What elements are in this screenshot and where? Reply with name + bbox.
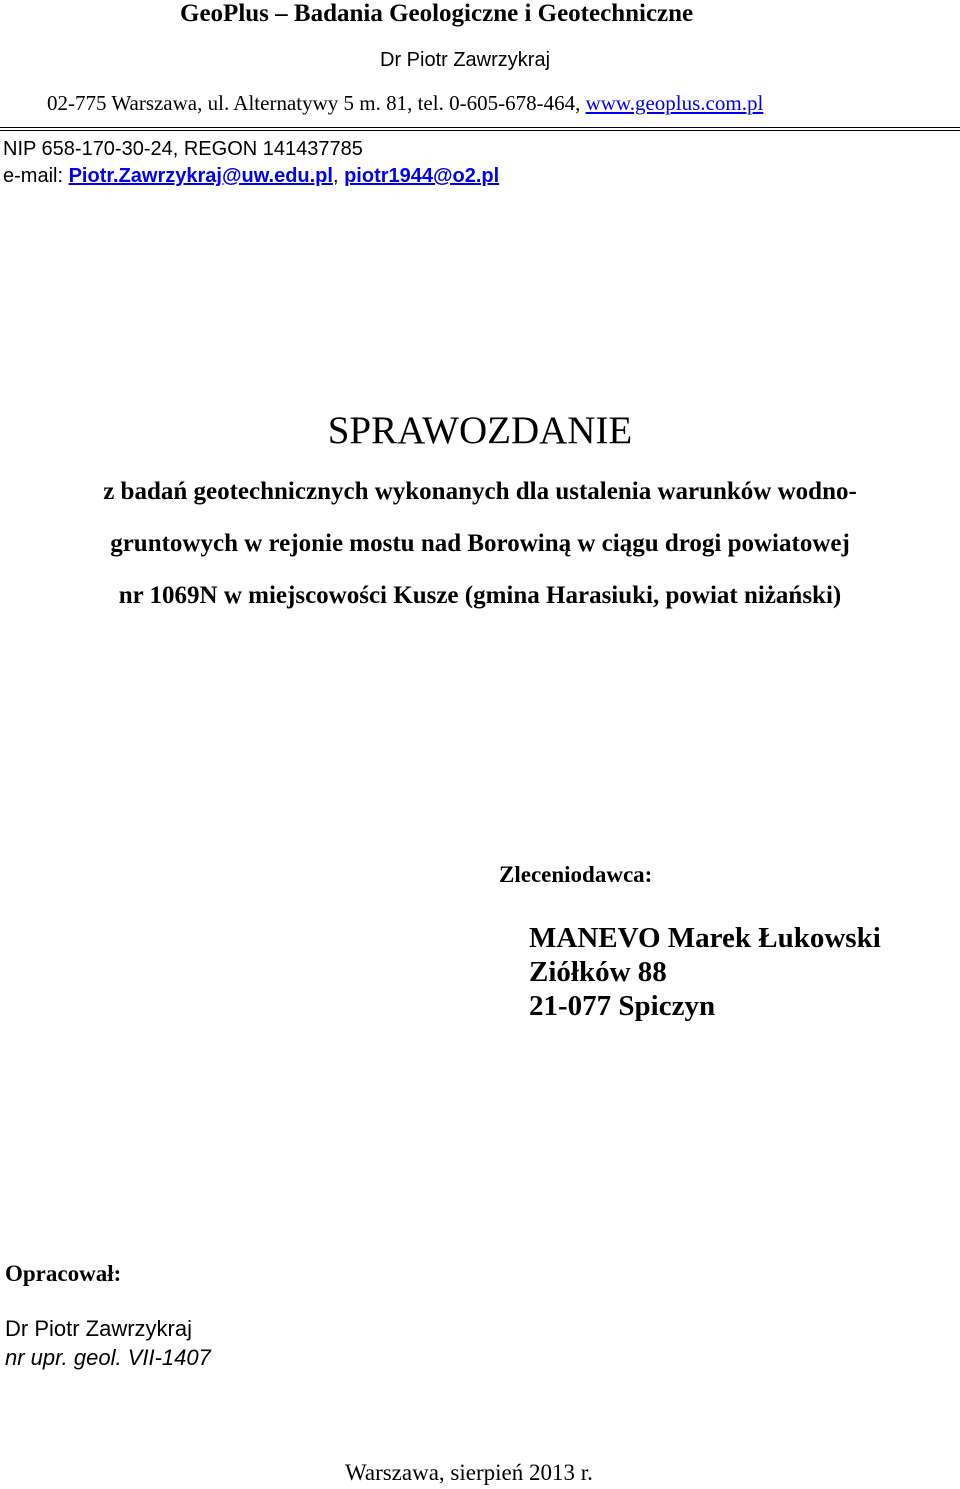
report-subtitle-line: gruntowych w rejonie mostu nad Borowiną w ciągu drogi powiatowej <box>110 530 850 557</box>
place-and-date: Warszawa, sierpień 2013 r. <box>345 1460 593 1485</box>
company-name: GeoPlus – Badania Geologiczne i Geotechniczne <box>180 0 694 27</box>
client-name: MANEVO Marek Łukowski <box>529 922 881 954</box>
website-link[interactable]: www.geoplus.com.pl <box>585 91 764 115</box>
prepared-by-label: Opracował: <box>5 1261 122 1286</box>
geologist-license-number: nr upr. geol. VII-1407 <box>5 1345 211 1370</box>
client-city: 21-077 Spiczyn <box>529 990 716 1022</box>
nip-regon: NIP 658-170-30-24, REGON 141437785 <box>3 138 363 160</box>
client-street: Ziółków 88 <box>529 956 667 988</box>
email-line <box>3 165 499 188</box>
email-link-primary[interactable]: Piotr.Zawrzykraj@uw.edu.pl <box>68 165 333 187</box>
report-subtitle-line: z badań geotechnicznych wykonanych dla ustalenia warunków wodno- <box>103 478 857 505</box>
report-title: SPRAWOZDANIE <box>327 409 633 452</box>
email-separator: , <box>332 165 345 187</box>
company-address <box>47 91 763 116</box>
prepared-by-name: Dr Piotr Zawrzykraj <box>5 1316 193 1341</box>
header-divider <box>0 127 960 131</box>
email-link-secondary[interactable]: piotr1944@o2.pl <box>344 165 500 187</box>
address-text: 02-775 Warszawa, ul. Alternatywy 5 m. 81, tel. 0-605-678-464, <box>47 91 586 115</box>
report-subtitle-line: nr 1069N w miejscowości Kusze (gmina Harasiuki, powiat niżański) <box>118 582 842 609</box>
header-author: Dr Piotr Zawrzykraj <box>380 49 551 71</box>
email-label: e-mail: <box>3 165 69 187</box>
client-details <box>529 921 881 1023</box>
client-label: Zleceniodawca: <box>499 862 653 887</box>
